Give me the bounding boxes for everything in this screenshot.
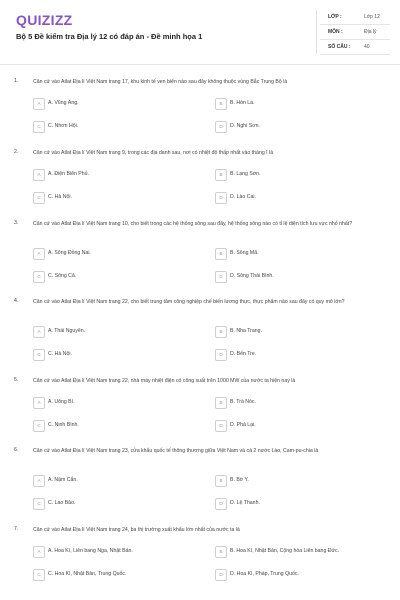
option-d[interactable] (215, 498, 365, 510)
meta-row-count (320, 40, 390, 55)
option-text: A. Nậm Cắn. (48, 477, 78, 483)
option-c[interactable] (33, 569, 183, 581)
question-number: 2. (14, 149, 19, 155)
option-d[interactable] (215, 271, 365, 283)
document-title: Bộ 5 Đề kiểm tra Địa lý 12 có đáp án - Đề minh họa 1 (16, 32, 203, 41)
option-text: A. Uông Bí. (48, 399, 75, 405)
option-c[interactable] (33, 192, 183, 204)
meta-label-class: LỚP : (328, 14, 342, 20)
option-text: D. Lào Cai. (230, 194, 256, 200)
question-text: Căn cứ vào Atlat Địa lí Việt Nam trang 10, cho biết trong các hệ thống sông sau đây, hệ thống sông nào có tỉ lệ diện tích lưu vực nhỏ nhất? (33, 221, 353, 227)
option-letter-box: A (33, 397, 45, 409)
option-d[interactable] (215, 569, 365, 581)
option-b[interactable] (215, 546, 365, 558)
option-text: D. Hoa Kì, Pháp, Trung Quốc. (230, 571, 299, 577)
quizizz-logo: QUIZIZZ (16, 12, 73, 28)
option-text: A. Điện Biên Phủ. (48, 171, 89, 177)
option-text: B. Sông Mã. (230, 250, 259, 256)
option-letter-box: A (33, 326, 45, 338)
option-text: C. Ninh Bình. (48, 422, 79, 428)
option-text: A. Vũng Áng. (48, 100, 79, 106)
question-text: Căn cứ vào Atlat Địa lí Việt Nam trang 22, cho biết trung tâm công nghiệp chế biến lương thực, thực phẩm nào sau đây có quy mô lớn? (33, 299, 345, 305)
option-a[interactable] (33, 98, 183, 110)
option-letter-box: C (33, 271, 45, 283)
meta-label-subject: MÔN : (328, 29, 343, 35)
question-3 (0, 220, 400, 286)
question-text: Căn cứ vào Atlat Địa lí Việt Nam trang 17, khu kinh tế ven biển nào sau đây không thuộc vùng Bắc Trung Bộ là (33, 79, 288, 85)
meta-row-subject (320, 25, 390, 40)
question-text: Căn cứ vào Atlat Địa lí Việt Nam trang 24, ba thị trường xuất khẩu lớn nhất của nước ta là (33, 527, 240, 533)
option-letter-box: B (215, 546, 227, 558)
option-text: C. Hoa Kì, Nhật Bản, Trung Quốc. (48, 571, 127, 577)
option-letter-box: C (33, 192, 45, 204)
option-d[interactable] (215, 420, 365, 432)
option-letter-box: C (33, 498, 45, 510)
option-d[interactable] (215, 349, 365, 361)
option-text: C. Nhơn Hội. (48, 123, 79, 129)
option-b[interactable] (215, 98, 365, 110)
option-text: B. Lạng Sơn. (230, 171, 261, 177)
option-text: D. Phả Lại. (230, 422, 256, 428)
option-text: D. Lệ Thanh. (230, 500, 260, 506)
option-text: C. Hà Nội. (48, 194, 72, 200)
option-text: D. Sông Thái Bình. (230, 273, 274, 279)
option-letter-box: D (215, 121, 227, 133)
option-c[interactable] (33, 498, 183, 510)
question-6 (0, 447, 400, 513)
option-letter-box: D (215, 192, 227, 204)
option-text: C. Lao Bảo. (48, 500, 76, 506)
option-c[interactable] (33, 420, 183, 432)
option-a[interactable] (33, 397, 183, 409)
option-a[interactable] (33, 248, 183, 260)
option-text: C. Hà Nội. (48, 351, 72, 357)
option-letter-box: D (215, 498, 227, 510)
question-text: Căn cứ vào Atlat Địa lí Việt Nam trang 22, nhà máy nhiệt điện có công suất trên 1000 MW của nước ta hiện nay là (33, 378, 296, 384)
option-letter-box: B (215, 248, 227, 260)
option-b[interactable] (215, 326, 365, 338)
option-letter-box: B (215, 98, 227, 110)
question-5 (0, 377, 400, 437)
option-b[interactable] (215, 397, 365, 409)
question-number: 1. (14, 78, 19, 84)
question-2 (0, 149, 400, 209)
option-text: C. Sông Cả. (48, 273, 77, 279)
question-number: 5. (14, 377, 19, 383)
meta-value-subject: Địa lý (364, 29, 377, 35)
option-text: B. Bờ Y. (230, 477, 249, 483)
question-number: 3. (14, 220, 19, 226)
option-letter-box: D (215, 569, 227, 581)
option-letter-box: B (215, 326, 227, 338)
option-b[interactable] (215, 248, 365, 260)
question-7 (0, 526, 400, 586)
option-letter-box: A (33, 98, 45, 110)
meta-value-class: Lớp 12 (364, 14, 380, 20)
option-letter-box: D (215, 349, 227, 361)
meta-row-class (320, 10, 390, 25)
option-text: B. Hòn La. (230, 100, 255, 106)
option-b[interactable] (215, 169, 365, 181)
document-header (0, 0, 400, 66)
option-c[interactable] (33, 121, 183, 133)
option-letter-box: D (215, 420, 227, 432)
option-text: B. Nha Trang. (230, 328, 263, 334)
option-letter-box: C (33, 349, 45, 361)
option-d[interactable] (215, 121, 365, 133)
question-text: Căn cứ vào Atlat Địa lí Việt Nam trang 23, cửa khẩu quốc tế thông thương giữa Việt Nam và cả 2 nước Lào, Cam-pu-chia là (33, 448, 319, 454)
option-text: B. Trà Nóc. (230, 399, 256, 405)
option-text: B. Hoa Kì, Nhật Bản, Cộng hòa Liên bang Đức. (230, 548, 340, 554)
option-letter-box: C (33, 121, 45, 133)
option-letter-box: C (33, 569, 45, 581)
option-a[interactable] (33, 169, 183, 181)
option-letter-box: A (33, 546, 45, 558)
question-number: 7. (14, 526, 19, 532)
option-a[interactable] (33, 326, 183, 338)
option-d[interactable] (215, 192, 365, 204)
option-b[interactable] (215, 475, 365, 487)
option-text: D. Bến Tre. (230, 351, 257, 357)
question-1 (0, 78, 400, 138)
option-c[interactable] (33, 349, 183, 361)
question-number: 4. (14, 298, 19, 304)
option-a[interactable] (33, 546, 183, 558)
option-letter-box: D (215, 271, 227, 283)
meta-divider (316, 10, 317, 54)
option-letter-box: B (215, 475, 227, 487)
option-text: A. Sông Đồng Nai. (48, 250, 91, 256)
question-text: Căn cứ vào Atlat Địa lí Việt Nam trang 9, trong các địa danh sau, nơi có nhiệt độ thấp nhất vào tháng I là (33, 150, 274, 156)
option-text: A. Hoa Kì, Liên bang Nga, Nhật Bản. (48, 548, 133, 554)
option-letter-box: A (33, 248, 45, 260)
option-text: A. Thái Nguyên. (48, 328, 86, 334)
option-letter-box: C (33, 420, 45, 432)
header-divider (0, 64, 400, 65)
option-c[interactable] (33, 271, 183, 283)
option-a[interactable] (33, 475, 183, 487)
option-letter-box: A (33, 475, 45, 487)
option-letter-box: B (215, 169, 227, 181)
question-number: 6. (14, 447, 19, 453)
meta-label-count: SỐ CÂU : (328, 44, 351, 50)
meta-panel (320, 10, 390, 55)
option-text: D. Nghi Sơn. (230, 123, 260, 129)
meta-value-count: 40 (364, 44, 370, 50)
question-4 (0, 298, 400, 364)
option-letter-box: A (33, 169, 45, 181)
option-letter-box: B (215, 397, 227, 409)
